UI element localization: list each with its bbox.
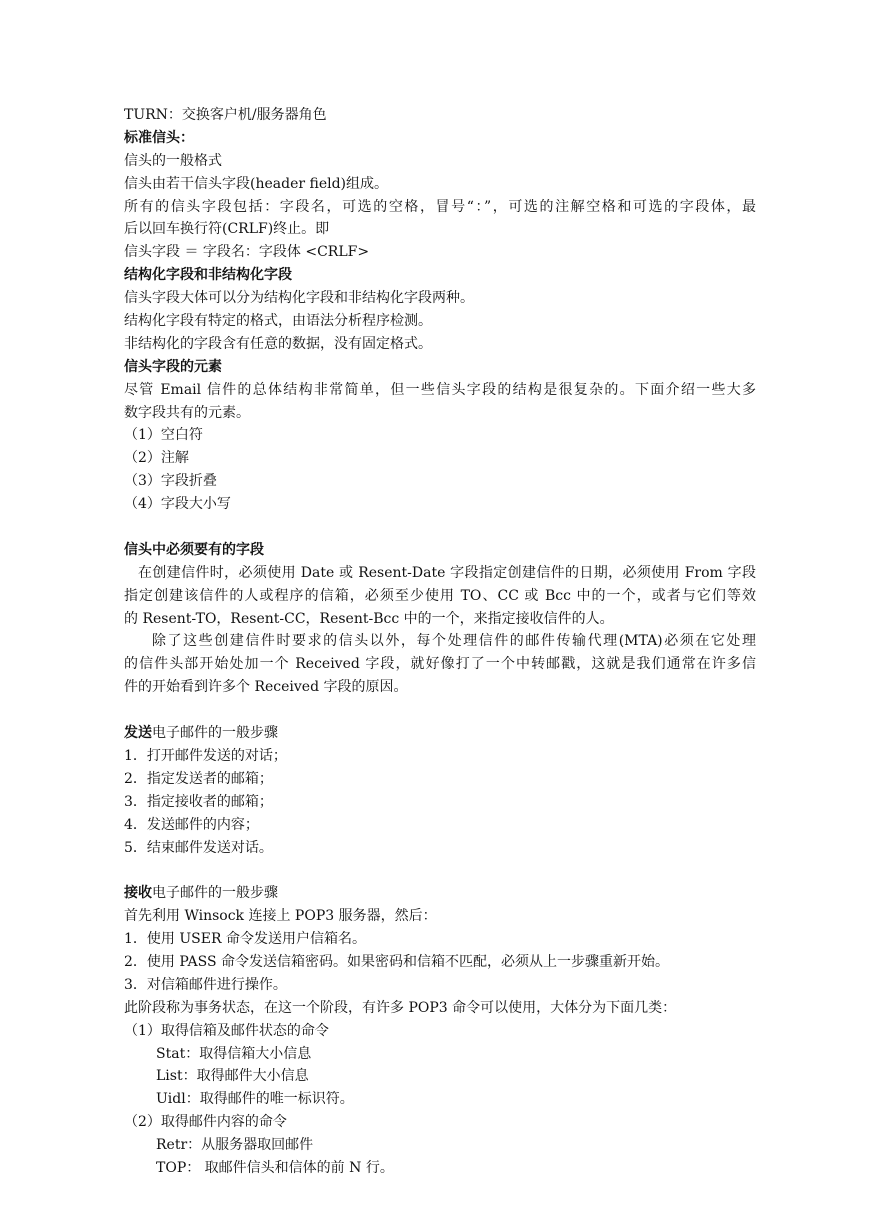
section-heading: 结构化字段和非结构化字段 bbox=[124, 267, 292, 284]
text-line: 信头字段 ＝ 字段名：字段体 <CRLF> bbox=[124, 244, 370, 261]
text-line: 在创建信件时，必须使用 Date 或 Resent-Date 字段指定创建信件的日期，必须使用 From 字段 bbox=[138, 564, 756, 581]
heading-rest-part: 电子邮件的一般步骤 bbox=[152, 725, 278, 742]
text-line: TURN：交换客户机/服务器角色 bbox=[124, 107, 327, 123]
list-item: （3）字段折叠 bbox=[124, 473, 217, 490]
text-line: 信头的一般格式 bbox=[124, 152, 222, 169]
list-item: （4）字段大小写 bbox=[124, 496, 231, 513]
text-line: 的 Resent-TO，Resent-CC，Resent-Bcc 中的一个，来指定接收信件的人。 bbox=[124, 610, 614, 627]
section-heading: 信头字段的元素 bbox=[124, 358, 222, 375]
list-item: 2．指定发送者的邮箱； bbox=[124, 770, 273, 787]
section-heading bbox=[124, 722, 756, 745]
list-item: 4．发送邮件的内容； bbox=[124, 816, 259, 833]
text-line: 此阶段称为事务状态，在这一个阶段，有许多 POP3 命令可以使用，大体分为下面几类： bbox=[124, 999, 677, 1016]
text-line: 后以回车换行符(CRLF)终止。即 bbox=[124, 221, 330, 238]
list-item: （1）空白符 bbox=[124, 427, 203, 444]
heading-bold-part: 接收 bbox=[124, 885, 152, 902]
text-line: 非结构化的字段含有任意的数据，没有固定格式。 bbox=[124, 335, 432, 352]
text-line: 数字段共有的元素。 bbox=[124, 404, 250, 421]
blank-line bbox=[124, 699, 756, 722]
list-item: 3．指定接收者的邮箱； bbox=[124, 793, 273, 810]
text-line: 指定创建该信件的人或程序的信箱，必须至少使用 TO、CC 或 Bcc 中的一个，或者与它们等效 bbox=[124, 587, 756, 604]
list-item: （2）取得邮件内容的命令 bbox=[124, 1114, 287, 1131]
text-line: 信头由若干信头字段(header field)组成。 bbox=[124, 175, 389, 192]
blank-line bbox=[124, 516, 756, 539]
text-line: 件的开始看到许多个 Received 字段的原因。 bbox=[124, 679, 408, 696]
heading-rest-part: 电子邮件的一般步骤 bbox=[152, 885, 278, 902]
text-line: 尽管 Email 信件的总体结构非常简单，但一些信头字段的结构是很复杂的。下面介绍一些大多 bbox=[124, 381, 756, 398]
text-line: 的信件头部开始处加一个 Received 字段，就好像打了一个中转邮戳，这就是我们通常在许多信 bbox=[124, 656, 756, 673]
command-item: Stat：取得信箱大小信息 bbox=[156, 1045, 312, 1062]
blank-line bbox=[124, 859, 756, 882]
text-line: 首先利用 Winsock 连接上 POP3 服务器，然后： bbox=[124, 908, 437, 925]
command-item: Retr：从服务器取回邮件 bbox=[156, 1137, 314, 1154]
section-heading: 信头中必须要有的字段 bbox=[124, 541, 264, 558]
section-heading bbox=[124, 882, 756, 905]
list-item: 1．打开邮件发送的对话； bbox=[124, 747, 287, 764]
section-heading: 标准信头： bbox=[124, 129, 194, 146]
list-item: 5．结束邮件发送对话。 bbox=[124, 839, 273, 856]
list-item: 3．对信箱邮件进行操作。 bbox=[124, 976, 287, 993]
list-item: 2．使用 PASS 命令发送信箱密码。如果密码和信箱不匹配，必须从上一步骤重新开始。 bbox=[124, 953, 669, 970]
command-item: Uidl：取得邮件的唯一标识符。 bbox=[156, 1091, 354, 1108]
list-item: 1．使用 USER 命令发送用户信箱名。 bbox=[124, 931, 366, 948]
heading-bold-part: 发送 bbox=[124, 725, 152, 742]
document-page bbox=[124, 104, 756, 1180]
list-item: （2）注解 bbox=[124, 450, 189, 467]
command-item: TOP： 取邮件信头和信体的前 N 行。 bbox=[156, 1159, 394, 1176]
text-line: 结构化字段有特定的格式，由语法分析程序检测。 bbox=[124, 313, 432, 330]
text-line: 除了这些创建信件时要求的信头以外，每个处理信件的邮件传输代理(MTA)必须在它处理 bbox=[152, 633, 756, 650]
list-item: （1）取得信箱及邮件状态的命令 bbox=[124, 1022, 329, 1039]
command-item: List：取得邮件大小信息 bbox=[156, 1068, 309, 1085]
text-line: 所有的信头字段包括：字段名，可选的空格，冒号“：”，可选的注解空格和可选的字段体，最 bbox=[124, 198, 756, 215]
text-line: 信头字段大体可以分为结构化字段和非结构化字段两种。 bbox=[124, 290, 474, 307]
